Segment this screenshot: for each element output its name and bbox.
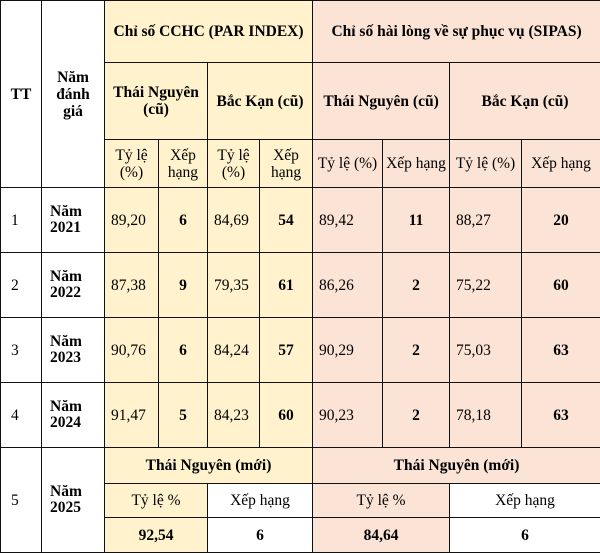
- header-par-thai-nguyen: Thái Nguyên (cũ): [105, 63, 208, 140]
- par-tn-rate: 89,20: [105, 188, 159, 253]
- sipas-bk-rank: 20: [522, 188, 600, 253]
- row-year: Năm 2022: [42, 253, 105, 318]
- par-tn-rate: 90,76: [105, 318, 159, 383]
- sipas-2025-rate-label: Tỷ lệ %: [313, 484, 450, 518]
- par-tn-rank: 5: [159, 383, 208, 448]
- header-rank: Xếp hạng: [260, 140, 313, 188]
- table-row: [1, 383, 600, 448]
- sipas-bk-rank: 60: [522, 253, 600, 318]
- sipas-tn-rate: 90,29: [313, 318, 383, 383]
- table-row: [1, 188, 600, 253]
- header-rank: Xếp hạng: [383, 140, 450, 188]
- header-sipas-thai-nguyen: Thái Nguyên (cũ): [313, 63, 450, 140]
- header-sipas-bac-kan: Bắc Kạn (cũ): [450, 63, 600, 140]
- row-year: Năm 2025: [42, 448, 105, 553]
- row-tt: 4: [1, 383, 42, 448]
- sipas-2025-rate: 84,64: [313, 518, 450, 553]
- header-rank: Xếp hạng: [159, 140, 208, 188]
- par-bk-rate: 84,69: [208, 188, 260, 253]
- header-rate: Tỷ lệ (%): [105, 140, 159, 188]
- table-row: [1, 318, 600, 383]
- sipas-tn-rank: 2: [383, 253, 450, 318]
- sipas-2025-title: Thái Nguyên (mới): [313, 448, 600, 484]
- header-tt: TT: [1, 1, 42, 188]
- sipas-bk-rate: 88,27: [450, 188, 522, 253]
- sipas-tn-rank: 2: [383, 383, 450, 448]
- par-bk-rate: 79,35: [208, 253, 260, 318]
- row-year: Năm 2021: [42, 188, 105, 253]
- row-tt: 3: [1, 318, 42, 383]
- par-bk-rank: 54: [260, 188, 313, 253]
- header-year: Năm đánh giá: [42, 1, 105, 188]
- sipas-bk-rate: 78,18: [450, 383, 522, 448]
- row-year: Năm 2023: [42, 318, 105, 383]
- par-bk-rank: 60: [260, 383, 313, 448]
- row-year: Năm 2024: [42, 383, 105, 448]
- par-2025-rank: 6: [208, 518, 313, 553]
- sipas-bk-rate: 75,03: [450, 318, 522, 383]
- par-bk-rate: 84,23: [208, 383, 260, 448]
- par-bk-rate: 84,24: [208, 318, 260, 383]
- sipas-tn-rate: 90,23: [313, 383, 383, 448]
- header-rate: Tỷ lệ (%): [313, 140, 383, 188]
- sipas-tn-rank: 2: [383, 318, 450, 383]
- header-rate: Tỷ lệ (%): [208, 140, 260, 188]
- row-tt: 1: [1, 188, 42, 253]
- table-row-2025: [1, 448, 600, 484]
- par-2025-rank-label: Xếp hạng: [208, 484, 313, 518]
- sipas-tn-rank: 11: [383, 188, 450, 253]
- header-rate: Tỷ lệ (%): [450, 140, 522, 188]
- sipas-bk-rank: 63: [522, 383, 600, 448]
- row-tt: 2: [1, 253, 42, 318]
- sipas-tn-rate: 86,26: [313, 253, 383, 318]
- sipas-bk-rate: 75,22: [450, 253, 522, 318]
- header-sipas: Chỉ số hài lòng về sự phục vụ (SIPAS): [313, 1, 600, 63]
- par-tn-rate: 91,47: [105, 383, 159, 448]
- header-par-index: Chỉ số CCHC (PAR INDEX): [105, 1, 313, 63]
- par-bk-rank: 61: [260, 253, 313, 318]
- par-tn-rank: 6: [159, 318, 208, 383]
- par-2025-rate: 92,54: [105, 518, 208, 553]
- par-tn-rate: 87,38: [105, 253, 159, 318]
- row-tt: 5: [1, 448, 42, 553]
- sipas-tn-rate: 89,42: [313, 188, 383, 253]
- sipas-bk-rank: 63: [522, 318, 600, 383]
- par-tn-rank: 6: [159, 188, 208, 253]
- par-2025-rate-label: Tỷ lệ %: [105, 484, 208, 518]
- sipas-2025-rank: 6: [450, 518, 600, 553]
- sipas-2025-rank-label: Xếp hạng: [450, 484, 600, 518]
- header-par-bac-kan: Bắc Kạn (cũ): [208, 63, 313, 140]
- par-2025-title: Thái Nguyên (mới): [105, 448, 313, 484]
- par-bk-rank: 57: [260, 318, 313, 383]
- table-row: [1, 253, 600, 318]
- header-rank: Xếp hạng: [522, 140, 600, 188]
- par-tn-rank: 9: [159, 253, 208, 318]
